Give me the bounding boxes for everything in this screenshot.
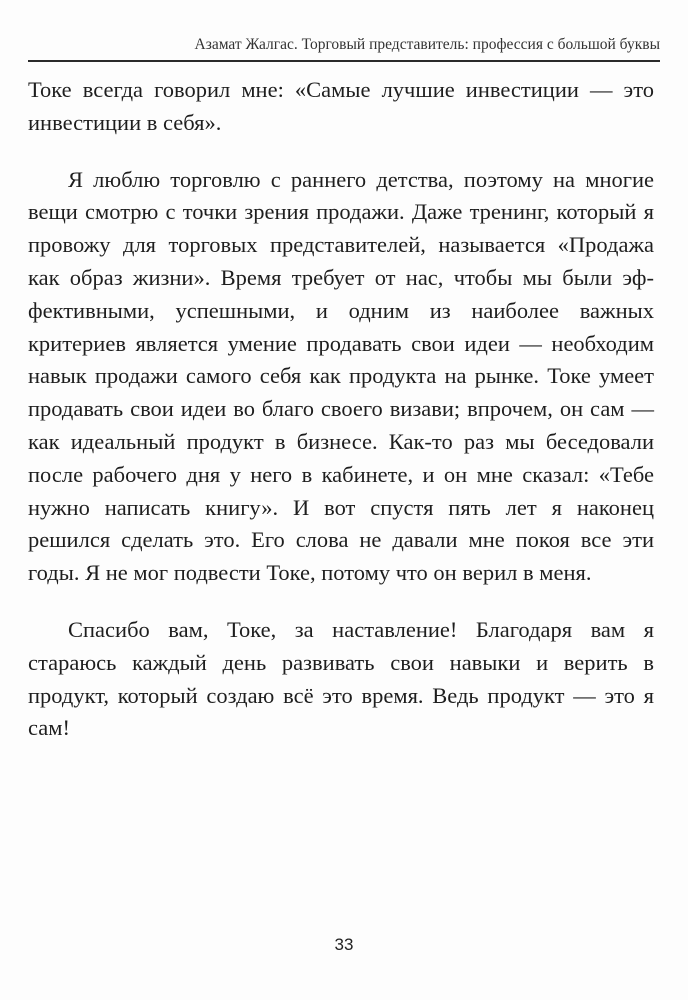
running-header-title: Азамат Жалгас. Торговый представитель: профессия с большой буквы [194,36,660,53]
paragraph-2: Я люблю торговлю с раннего детства, поэтому на многие вещи смотрю с точки зрения продажи. Даже тренинг, который я провожу для торговых представителей, называется «Продажа как образ жизни». Время требует от нас, чтобы мы были эффективными, успешными, и одним из наиболее важных критериев является умение продавать свои идеи — необходим навык продажи самого себя как продукта на рынке. Токе умеет продавать свои идеи во благо своего визави; впрочем, он сам — как идеальный продукт в бизнесе. Как-то раз мы беседовали после рабочего дня у него в кабинете, и он мне сказал: «Тебе нужно написать книгу». И вот спустя пять лет я наконец решился сделать это. Его слова не давали мне покоя все эти годы. Я не мог подвести Токе, потому что он верил в меня. [28,166,654,586]
body-text [28,74,654,769]
page-number: 33 [334,935,354,954]
paragraph-3: Спасибо вам, Токе, за наставление! Благодаря вам я стараюсь каждый день развивать свои навыки и верить в продукт, который создаю всё это время. Ведь продукт — это я сам! [28,616,654,741]
paragraph-1: Токе всегда говорил мне: «Самые лучшие инвестиции — это инвестиции в себя». [28,77,654,135]
running-header [28,34,660,62]
